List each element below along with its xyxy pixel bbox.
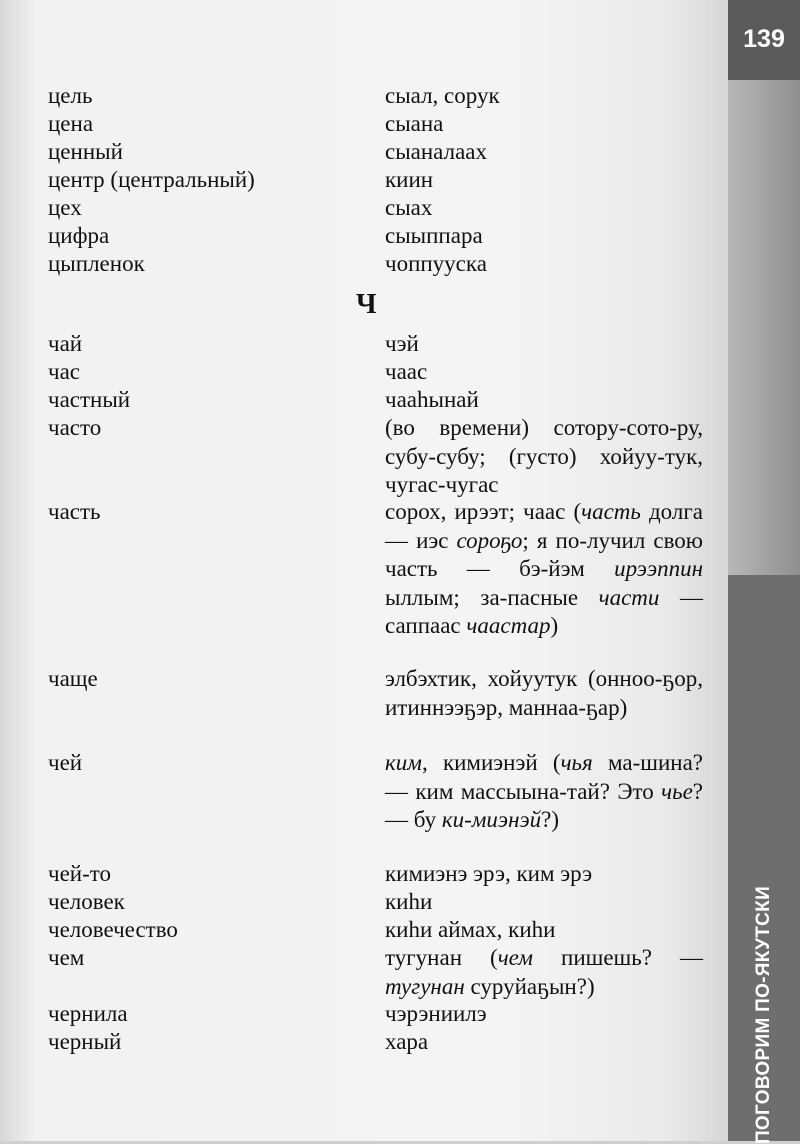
entry-translation: сыах [385,195,433,220]
entry-translation: сорох, ирээт; чаас (часть долга — иэс сороҕо; я по-лучил свою часть — бэ-йэм ирээппин ыллым; за-пасные части — саппаас чаастар) [385,499,703,638]
entry-translation: сыыппара [385,223,483,248]
entry-translation: чоппууска [385,251,487,276]
entry-translation: чэрэниилэ [385,1001,487,1026]
entry-word: черный [48,1029,122,1054]
entry-translation: тугунан (чем пишешь? — тугунан суруйаҕын?) [385,945,703,999]
entry-translation: сыаналаах [385,139,487,164]
entry-word: ценный [48,139,123,164]
entry-translation: (во времени) сотору-сото-ру, субу-субу; (густо) хойуу-тук, чугас-чугас [385,415,703,497]
entry-translation: чэй [385,331,419,356]
entry-translation: сыана [385,111,444,136]
entry-translation: чааһынай [385,387,479,412]
entry-translation: элбэхтик, хойуутук (онноо-ҕор, итиннээҕэр, маннаа-ҕар) [385,666,703,720]
entry-word: час [48,359,80,384]
entry-word: чернила [48,1001,128,1026]
entry-word: чей-то [48,861,111,886]
side-section-label [728,575,800,1144]
entry-word: чем [48,945,85,970]
entry-word: человечество [48,917,178,942]
entry-word: цифра [48,223,110,248]
entry-translation: кимиэнэ эрэ, ким эрэ [385,861,593,886]
entry-translation: ким, кимиэнэй (чья ма-шина? — ким массыына-тай? Это чье? — бу ки-миэнэй?) [385,750,703,832]
entry-word: центр (центральный) [48,167,255,192]
entry-word: человек [48,889,125,914]
entry-translation: хара [385,1029,429,1054]
entry-word: часто [48,415,102,440]
entry-word: часть [48,499,101,524]
letter-heading: Ч [356,289,377,320]
entry-translation: киин [385,167,434,192]
page-number: 139 [728,0,800,80]
entry-word: частный [48,387,131,412]
entry-word: цех [48,195,82,220]
entry-translation: киһи аймах, киһи [385,917,556,942]
entry-translation: сыал, сорук [385,83,500,108]
side-label-text: ПОГОВОРИМ ПО-ЯКУТСКИ [753,885,774,1144]
entry-translation: киһи [385,889,433,914]
entry-word: цыпленок [48,251,145,276]
entry-word: чей [48,750,83,775]
entry-word: цель [48,83,93,108]
entry-word: чай [48,331,83,356]
entry-word: чаще [48,666,98,691]
section-marker-band [728,80,800,575]
entry-translation: чаас [385,359,428,384]
entry-word: цена [48,111,94,136]
